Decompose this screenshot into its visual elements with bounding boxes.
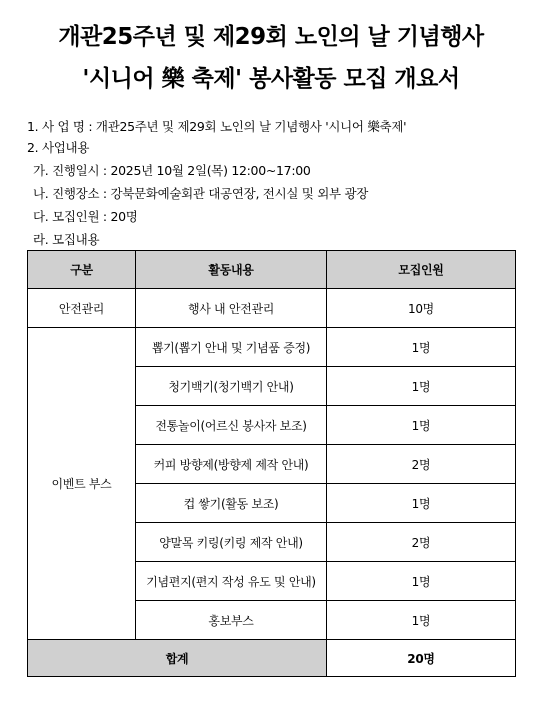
activity-cell: 뽑기(뽑기 안내 및 기념품 증정): [136, 328, 327, 367]
sub-item-recruit-content: 라. 모집내용: [33, 232, 100, 247]
activity-cell: 기념편지(편지 작성 유도 및 안내): [136, 562, 327, 601]
sub-item-date: 가. 진행일시 : 2025년 10월 2일(목) 12:00~17:00: [33, 163, 311, 178]
count-cell: 1명: [327, 484, 516, 523]
category-cell: 안전관리: [28, 289, 136, 328]
count-cell: 1명: [327, 367, 516, 406]
total-label: 합계: [28, 640, 327, 677]
activity-cell: 행사 내 안전관리: [136, 289, 327, 328]
count-cell: 2명: [327, 523, 516, 562]
activity-cell: 홍보부스: [136, 601, 327, 640]
category-cell: 이벤트 부스: [28, 328, 136, 640]
count-cell: 1명: [327, 601, 516, 640]
header-count: 모집인원: [327, 251, 516, 289]
table-row: [28, 328, 516, 367]
document-title-line1: 개관25주년 및 제29회 노인의 날 기념행사: [58, 24, 484, 50]
recruitment-table: [27, 250, 516, 677]
sub-item-venue: 나. 진행장소 : 강북문화예술회관 대공연장, 전시실 및 외부 광장: [33, 186, 369, 201]
activity-cell: 전통놀이(어르신 봉사자 보조): [136, 406, 327, 445]
count-cell: 1명: [327, 562, 516, 601]
activity-cell: 청기백기(청기백기 안내): [136, 367, 327, 406]
sub-item-headcount: 다. 모집인원 : 20명: [33, 209, 138, 224]
count-cell: 1명: [327, 406, 516, 445]
header-activity: 활동내용: [136, 251, 327, 289]
table-row: [28, 289, 516, 328]
item-project-name: 1. 사 업 명 : 개관25주년 및 제29회 노인의 날 기념행사 '시니어 樂축제': [27, 119, 407, 134]
total-count: 20명: [327, 640, 516, 677]
count-cell: 1명: [327, 328, 516, 367]
count-cell: 2명: [327, 445, 516, 484]
activity-cell: 커피 방향제(방향제 제작 안내): [136, 445, 327, 484]
count-cell: 10명: [327, 289, 516, 328]
header-category: 구분: [28, 251, 136, 289]
activity-cell: 컵 쌓기(활동 보조): [136, 484, 327, 523]
table-header-row: [28, 251, 516, 289]
table-total-row: [28, 640, 516, 677]
document-title-line2: '시니어 樂 축제' 봉사활동 모집 개요서: [82, 66, 460, 92]
item-project-content: 2. 사업내용: [27, 140, 90, 155]
activity-cell: 양말목 키링(키링 제작 안내): [136, 523, 327, 562]
